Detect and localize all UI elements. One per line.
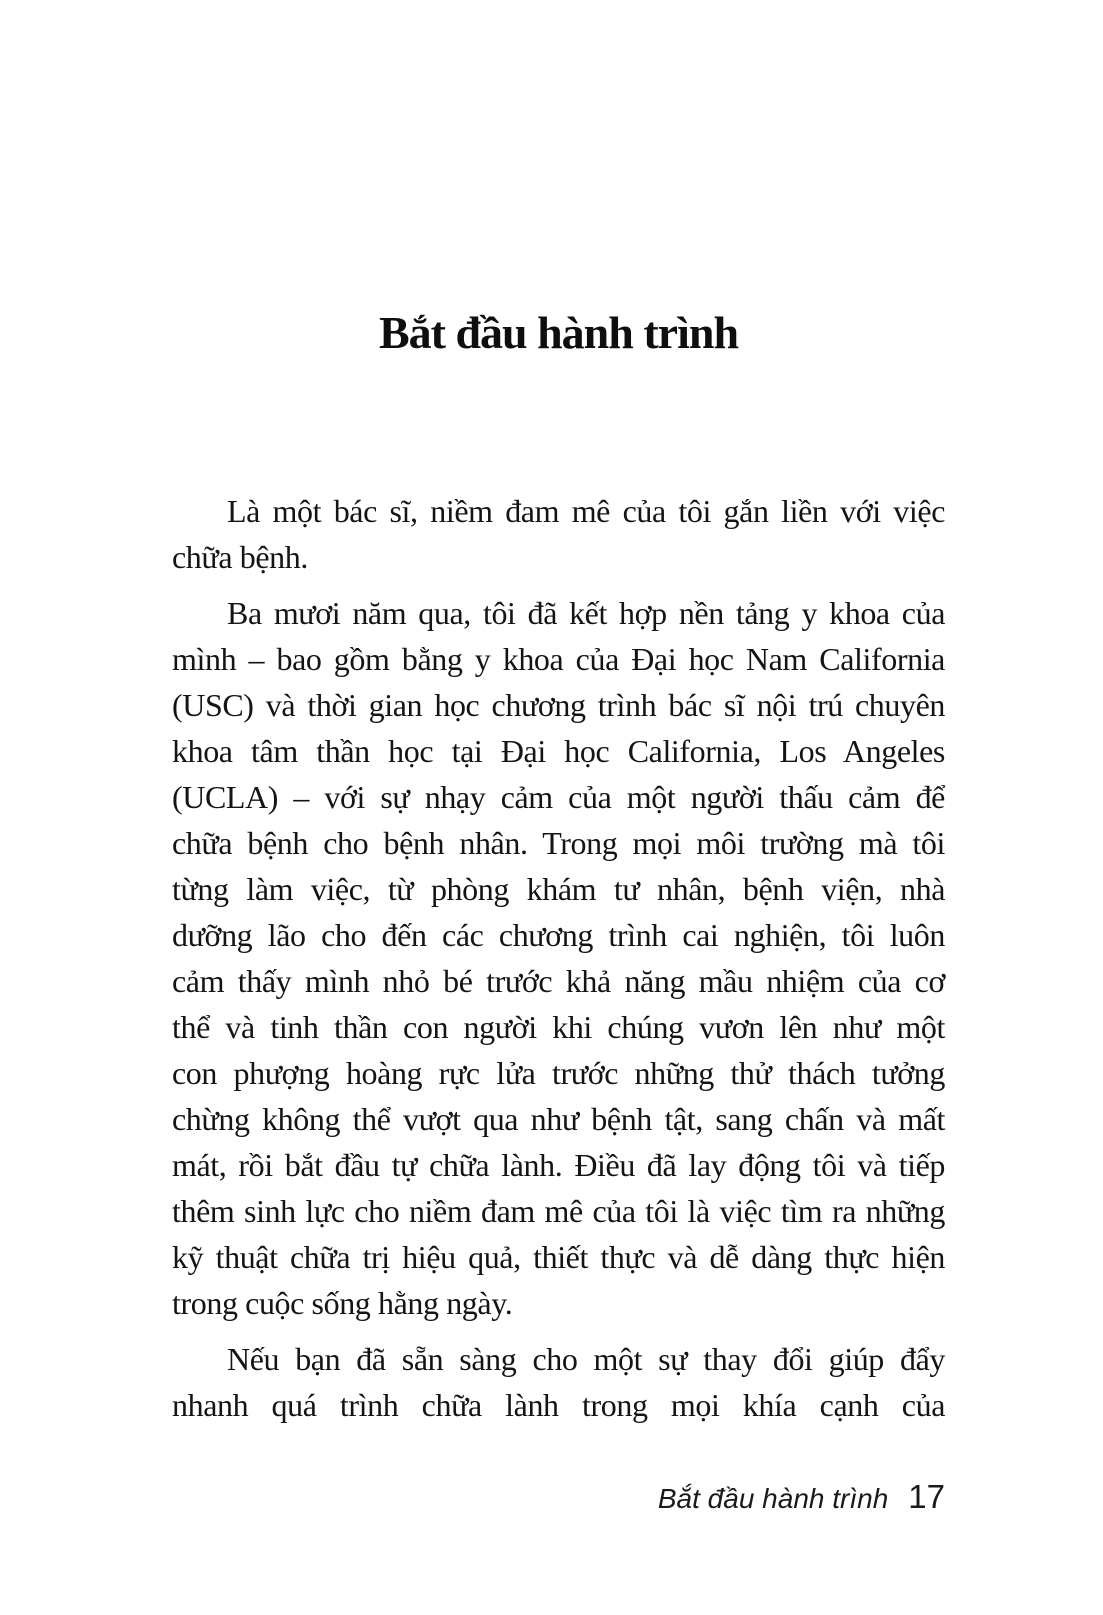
body-line: thể và tinh thần con người khi chúng vươn lên như một	[172, 1009, 945, 1045]
body-line: Ba mươi năm qua, tôi đã kết hợp nền tảng y khoa của	[227, 595, 945, 631]
body-line: Nếu bạn đã sẵn sàng cho một sự thay đổi giúp đẩy	[227, 1341, 945, 1377]
body-line: trong cuộc sống hằng ngày.	[172, 1285, 513, 1321]
chapter-title: Bắt đầu hành trình	[378, 307, 739, 358]
body-line: từng làm việc, từ phòng khám tư nhân, bệnh viện, nhà	[172, 871, 945, 907]
body-line: cảm thấy mình nhỏ bé trước khả năng mầu nhiệm của cơ	[172, 963, 945, 999]
body-line: thêm sinh lực cho niềm đam mê của tôi là việc tìm ra những	[172, 1193, 945, 1229]
body-line: mát, rồi bắt đầu tự chữa lành. Điều đã lay động tôi và tiếp	[172, 1147, 945, 1183]
paragraph	[172, 590, 945, 1326]
body-line: nhanh quá trình chữa lành trong mọi khía cạnh của	[172, 1387, 945, 1423]
body-line: chừng không thể vượt qua như bệnh tật, sang chấn và mất	[172, 1101, 945, 1137]
body-line: chữa bệnh.	[172, 539, 308, 575]
page-footer	[172, 1478, 945, 1516]
body-line: kỹ thuật chữa trị hiệu quả, thiết thực và dễ dàng thực hiện	[172, 1239, 945, 1275]
body-line: khoa tâm thần học tại Đại học California, Los Angeles	[172, 733, 945, 769]
body-line: (UCLA) – với sự nhạy cảm của một người thấu cảm để	[172, 779, 945, 815]
body-line: chữa bệnh cho bệnh nhân. Trong mọi môi trường mà tôi	[172, 825, 945, 861]
footer-page-number: 17	[908, 1478, 945, 1515]
body-line: dưỡng lão cho đến các chương trình cai nghiện, tôi luôn	[172, 917, 945, 953]
paragraph	[172, 1336, 945, 1428]
paragraph	[172, 488, 945, 580]
body-line: (USC) và thời gian học chương trình bác sĩ nội trú chuyên	[172, 687, 945, 723]
body-text	[172, 488, 945, 1428]
body-line: mình – bao gồm bằng y khoa của Đại học Nam California	[172, 641, 945, 677]
footer-chapter-label: Bắt đầu hành trình	[657, 1483, 889, 1514]
body-line: Là một bác sĩ, niềm đam mê của tôi gắn liền với việc	[227, 493, 945, 529]
body-line: con phượng hoàng rực lửa trước những thử thách tưởng	[172, 1055, 945, 1091]
